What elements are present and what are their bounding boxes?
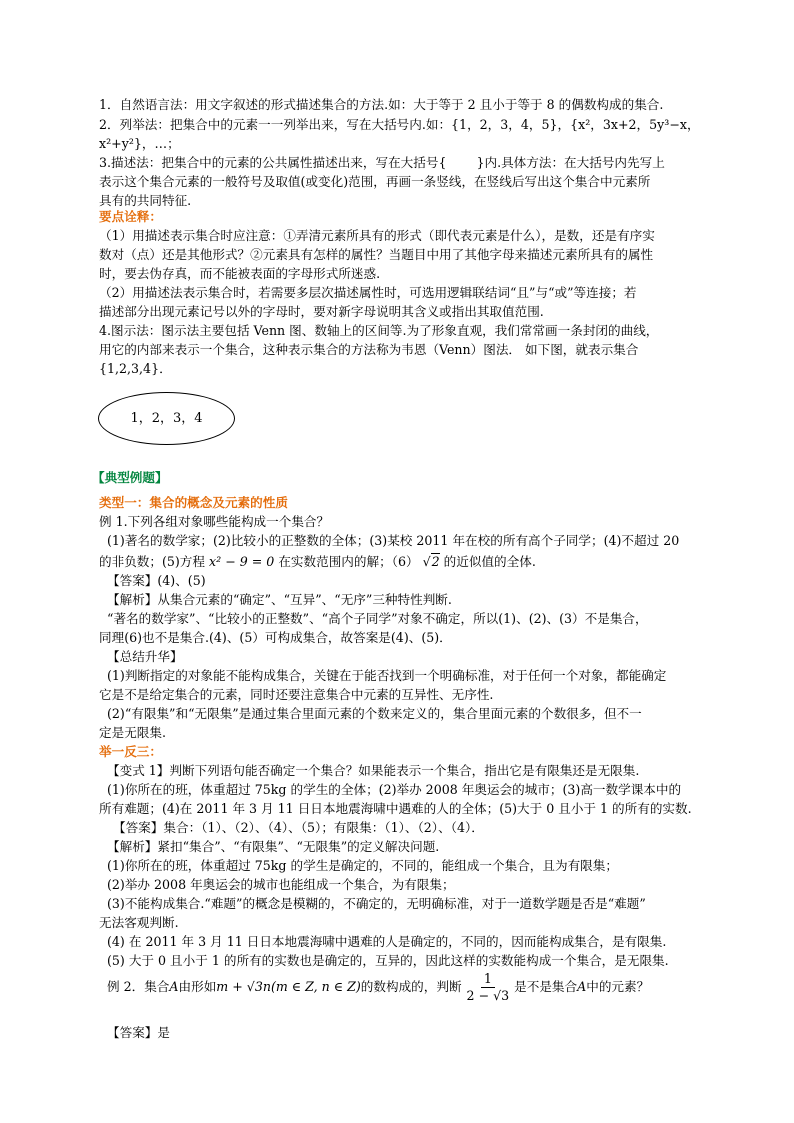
example-1-text-pre: 的非负数；(5)方程 [99, 554, 205, 569]
method-description-end: 具有的共同特征. [99, 193, 192, 208]
example-2-text-pre: 例 2．集合 [107, 979, 170, 994]
method-natural-language: 1．自然语言法：用文字叙述的形式描述集合的方法.如：大于等于 2 且小于等于 8 的偶数构成的集合. [99, 97, 664, 112]
example-1-text-post: 的近似值的全体. [443, 554, 536, 569]
sqrt-radicand: 2 [431, 554, 440, 569]
example-2-text-post1: 是不是集合 [514, 979, 578, 994]
set-a-symbol-2: A [577, 979, 587, 994]
example-1-text-mid: 在实数范围内的解；（6） [278, 554, 419, 569]
example-1-analysis-cont: “著名的数学家”、“比较小的正整数”、“高个子同学”对象不确定，所以(1)、(2)、(3）不是集合， [107, 611, 648, 626]
example-1-question: 例 1.下列各组对象哪些能构成一个集合？ [99, 514, 330, 529]
variant-1-step-3: (3)不能构成集合.“难题”的概念是模糊的，不确定的，无明确标准，对于一道数学题是否是“难题” [107, 896, 646, 911]
key-point-1: （1）用描述表示集合时应注意：①弄清元素所具有的形式（即代表元素是什么），是数，还是有序实 [99, 228, 655, 243]
key-point-2-cont: 描述部分出现元素记号以外的字母时，要对新字母说明其含义或指出其取值范围. [99, 304, 544, 319]
key-point-1-cont: 数对（点）还是其他形式？②元素具有怎样的属性？当题目中用了其他字母来描述元素所具有的属性 [99, 247, 654, 262]
venn-diagram-label: 1，2，3，4 [130, 411, 203, 426]
typical-examples-heading: 【典型例题】 [92, 470, 168, 485]
method-diagram: 4.图示法：图示法主要包括 Venn 图、数轴上的区间等.为了形象直观，我们常常画一条封闭的曲线， [99, 323, 659, 338]
method-description-cont: 表示这个集合元素的一般符号及取值(或变化)范围，再画一条竖线，在竖线后写出这个集合中元素所 [99, 174, 651, 189]
example-2-text-mid2: 的数构成的，判断 [360, 979, 462, 994]
summary-2-cont: 定是无限集. [99, 725, 166, 740]
variant-1-step-1: (1)你所在的班，体重超过 75kg 的学生是确定的，不同的，能组成一个集合，且为有限集； [107, 858, 618, 873]
method-description-pre: 3.描述法：把集合中的元素的公共属性描述出来，写在大括号{ [99, 155, 447, 170]
variant-1-step-2: (2)举办 2008 年奥运会的城市也能组成一个集合，为有限集； [107, 877, 455, 892]
fraction [465, 971, 512, 1004]
variant-1-question: 【变式 1】判断下列语句能否确定一个集合？如果能表示一个集合，指出它是有限集还是无限集. [107, 763, 640, 778]
key-point-1-end: 时，要去伪存真，而不能被表面的字母形式所迷惑. [99, 266, 381, 281]
example-2-answer: 【答案】是 [107, 1025, 170, 1040]
summary-heading: 【总结升华】 [107, 649, 183, 664]
practice-heading: 举一反三： [99, 744, 162, 759]
variant-1-step-4: (4) 在 2011 年 3 月 11 日日本地震海啸中遇难的人是确定的，不同的，因而能构成集合，是有限集. [107, 934, 667, 949]
example-1-items-cont: 的非负数；(5)方程 x² − 9 = 0 在实数范围内的解；（6） √2 的近似值的全体. [99, 554, 536, 569]
example-2-question [107, 969, 649, 1005]
set-a-symbol: A [169, 979, 179, 994]
variant-1-analysis: 【解析】紧扣“集合”、“有限集”、“无限集”的定义解决问题. [107, 839, 440, 854]
key-point-2: （2）用描述法表示集合时，若需要多层次描述属性时，可选用逻辑联结词“且”与“或”等连接；若 [99, 285, 637, 300]
method-enumeration-cont: x²+y²}，…； [99, 136, 180, 151]
method-diagram-set: {1,2,3,4}． [99, 361, 172, 376]
set-element-form: m + √3n(m ∈ Z, n ∈ Z) [216, 979, 361, 994]
variant-1-items-cont: 所有难题；(4)在 2011 年 3 月 11 日日本地震海啸中遇难的人的全体；(5)大于 0 且小于 1 的所有的实数. [99, 801, 692, 816]
variant-1-step-5: (5) 大于 0 且小于 1 的所有的实数也是确定的，互异的，因此这样的实数能构成一个集合，是无限集. [107, 953, 669, 968]
example-1-items: (1)著名的数学家；(2)比较小的正整数的全体；(3)某校 2011 年在校的所有高个子同学；(4)不超过 20 [107, 533, 680, 548]
example-2-text-mid1: 由形如 [178, 979, 217, 994]
example-1-analysis: 【解析】从集合元素的“确定”、“互异”、“无序”三种特性判断. [107, 592, 452, 607]
method-description [99, 154, 665, 172]
variant-1-answer: 【答案】集合：（1）、（2）、（4）、（5）；有限集：（1）、（2）、（4）． [113, 820, 484, 835]
example-1-analysis-end: 同理(6)也不是集合.(4)、(5）可构成集合，故答案是(4)、(5)． [99, 630, 452, 645]
type-one-heading: 类型一：集合的概念及元素的性质 [99, 495, 288, 510]
fraction-denominator: 2 − √3 [466, 988, 510, 1003]
variant-1-items: (1)你所在的班，体重超过 75kg 的学生的全体；(2)举办 2008 年奥运会的城市；(3)高一数学课本中的 [107, 782, 682, 797]
fraction-numerator: 1 [481, 971, 495, 988]
summary-2: (2)“有限集”和“无限集”是通过集合里面元素的个数来定义的，集合里面元素的个数很多，但不一 [107, 706, 642, 721]
method-diagram-cont: 用它的内部来表示一个集合，这种表示集合的方法称为韦恩（Venn）图法． 如下图，就表示集合 [99, 342, 639, 357]
method-description-post: }内.具体方法：在大括号内先写上 [476, 155, 665, 170]
example-1-answer: 【答案】(4)、(5) [107, 573, 206, 588]
example-2-text-post2: 中的元素？ [586, 979, 650, 994]
equation: x² − 9 = 0 [209, 554, 275, 569]
method-enumeration: 2．列举法：把集合中的元素一一列举出来，写在大括号内.如：{1，2，3，4，5}，{x²，3x+2，5y³−x， [99, 117, 700, 132]
summary-1: (1)判断指定的对象能不能构成集合，关键在于能否找到一个明确标准，对于任何一个对象，都能确定 [107, 668, 667, 683]
variant-1-step-3-cont: 无法客观判断. [99, 915, 179, 930]
summary-1-cont: 它是不是给定集合的元素，同时还要注意集合中元素的互异性、无序性. [99, 687, 494, 702]
key-points-heading: 要点诠释： [99, 209, 162, 224]
